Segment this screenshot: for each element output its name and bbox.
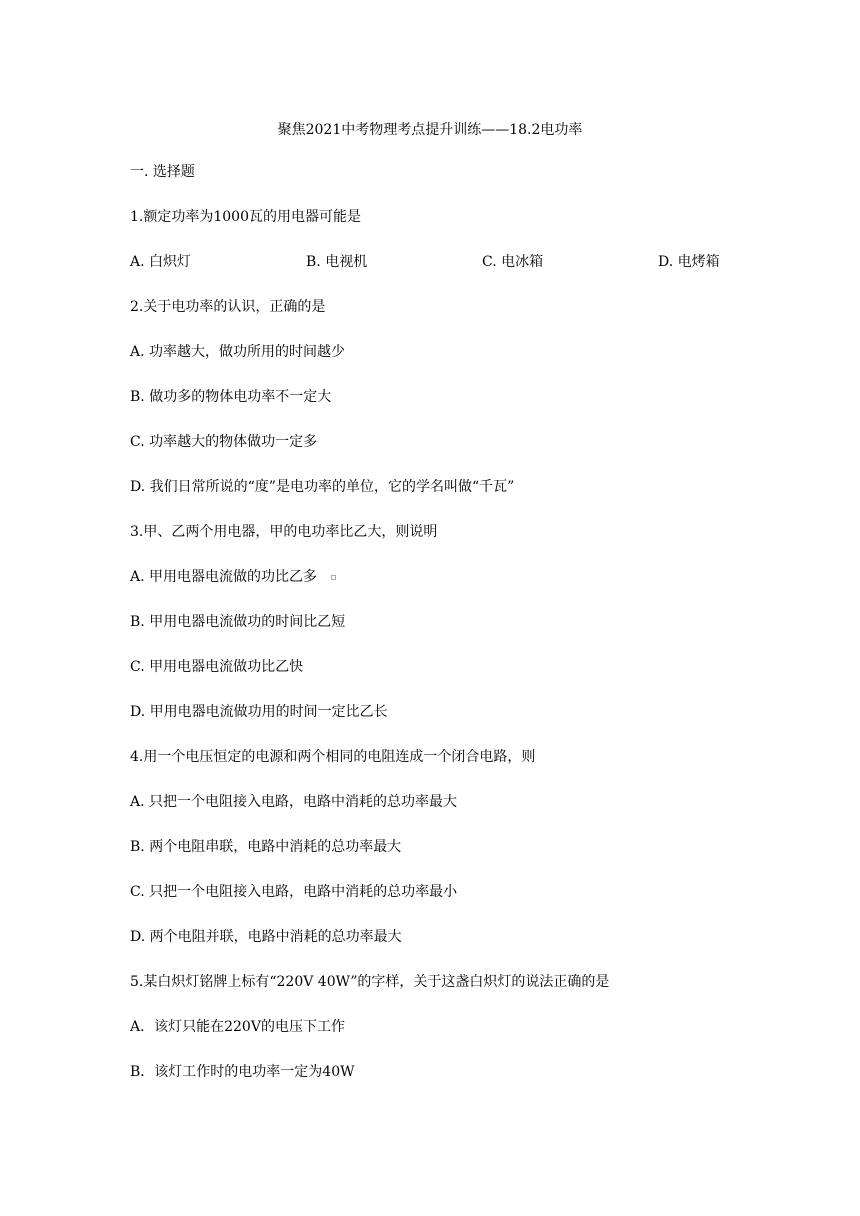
question-3-option-d: D. 甲用电器电流做功用的时间一定比乙长 bbox=[130, 704, 388, 720]
question-2-option-b: B. 做功多的物体电功率不一定大 bbox=[130, 389, 332, 405]
question-4-option-c: C. 只把一个电阻接入电路，电路中消耗的总功率最小 bbox=[130, 884, 458, 900]
question-4-option-a: A. 只把一个电阻接入电路，电路中消耗的总功率最大 bbox=[130, 794, 458, 810]
question-2-stem: 2.关于电功率的认识，正确的是 bbox=[130, 299, 326, 315]
question-2-option-d: D. 我们日常所说的“度”是电功率的单位，它的学名叫做“千瓦” bbox=[130, 479, 515, 495]
question-3-option-c: C. 甲用电器电流做功比乙快 bbox=[130, 659, 304, 675]
question-5-stem: 5.某白炽灯铭牌上标有“220V 40W”的字样，关于这盏白炽灯的说法正确的是 bbox=[130, 974, 610, 990]
question-5-option-b: B．该灯工作时的电功率一定为40W bbox=[130, 1064, 355, 1080]
question-4-stem: 4.用一个电压恒定的电源和两个相同的电阻连成一个闭合电路，则 bbox=[130, 749, 536, 765]
question-2-option-a: A. 功率越大，做功所用的时间越少 bbox=[130, 344, 346, 360]
question-2-option-c: C. 功率越大的物体做功一定多 bbox=[130, 434, 318, 450]
question-1-stem: 1.额定功率为1000瓦的用电器可能是 bbox=[130, 209, 361, 225]
question-3-option-b: B. 甲用电器电流做功的时间比乙短 bbox=[130, 614, 346, 630]
section-heading: 一. 选择题 bbox=[130, 164, 195, 180]
question-4-option-b: B. 两个电阻串联，电路中消耗的总功率最大 bbox=[130, 839, 402, 855]
question-1-option-c: C. 电冰箱 bbox=[482, 254, 544, 270]
question-3-option-a: A. 甲用电器电流做的功比乙多 bbox=[130, 569, 318, 585]
question-5-option-a: A．该灯只能在220V的电压下工作 bbox=[130, 1019, 345, 1035]
document-title: 聚焦2021中考物理考点提升训练——18.2电功率 bbox=[277, 122, 583, 138]
question-3-option-a-row bbox=[130, 567, 336, 587]
question-1-option-a: A. 白炽灯 bbox=[130, 254, 192, 270]
question-1-option-b: B. 电视机 bbox=[306, 254, 368, 270]
question-4-option-d: D. 两个电阻并联，电路中消耗的总功率最大 bbox=[130, 929, 402, 945]
edit-mark bbox=[331, 575, 336, 580]
question-1-option-d: D. 电烤箱 bbox=[658, 254, 720, 270]
question-3-stem: 3.甲、乙两个用电器，甲的电功率比乙大，则说明 bbox=[130, 524, 438, 540]
